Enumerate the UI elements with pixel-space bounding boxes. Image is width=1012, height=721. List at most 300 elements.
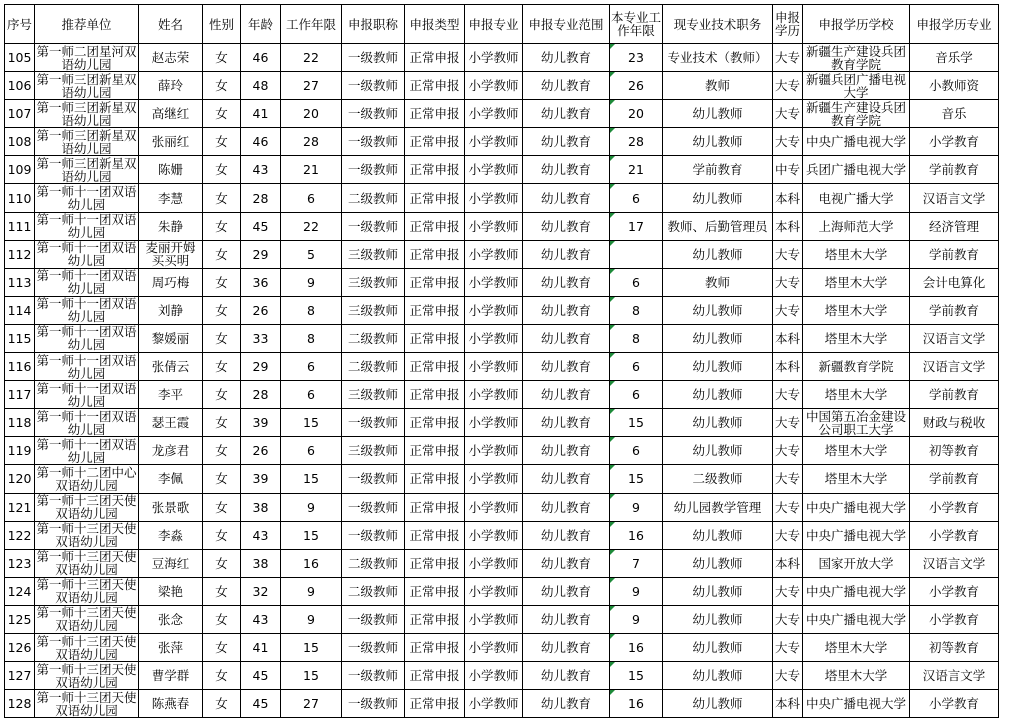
table-cell: 45	[241, 690, 281, 718]
table-cell: 125	[5, 605, 35, 633]
table-cell: 21	[610, 156, 663, 184]
table-cell: 女	[203, 381, 241, 409]
table-cell: 张萍	[139, 633, 203, 661]
table-cell: 小学教师	[465, 577, 523, 605]
table-cell: 幼儿教育	[523, 690, 610, 718]
table-cell: 经济管理	[910, 212, 999, 240]
table-cell: 小学教师	[465, 549, 523, 577]
table-cell: 女	[203, 577, 241, 605]
table-cell: 大专	[773, 662, 803, 690]
table-cell: 幼儿教育	[523, 156, 610, 184]
table-cell: 二级教师	[342, 184, 405, 212]
table-cell: 正常申报	[405, 381, 465, 409]
table-cell: 15	[281, 409, 342, 437]
table-cell: 6	[281, 184, 342, 212]
table-cell: 16	[281, 549, 342, 577]
table-cell: 第一师十三团天使双语幼儿园	[36, 633, 137, 662]
table-cell: 第一师十三团天使双语幼儿园	[36, 577, 137, 606]
table-cell: 一级教师	[342, 662, 405, 690]
table-cell: 一级教师	[342, 409, 405, 437]
table-cell: 第一师十三团天使双语幼儿园	[36, 605, 137, 634]
table-cell: 中央广播电视大学	[803, 521, 910, 549]
table-cell: 学前教育	[910, 240, 999, 268]
table-cell: 张念	[139, 605, 203, 633]
table-cell: 小学教师	[465, 184, 523, 212]
table-cell: 二级教师	[342, 324, 405, 352]
table-cell: 大专	[773, 409, 803, 437]
table-cell: 本科	[773, 549, 803, 577]
table-cell: 二级教师	[342, 549, 405, 577]
table-cell	[610, 240, 663, 268]
table-cell: 幼儿教师	[663, 633, 773, 661]
table-cell: 116	[5, 353, 35, 381]
table-cell: 正常申报	[405, 296, 465, 324]
table-cell: 幼儿教育	[523, 128, 610, 156]
table-cell: 幼儿教育	[523, 662, 610, 690]
table-cell: 二级教师	[342, 577, 405, 605]
table-cell: 9	[610, 493, 663, 521]
table-cell: 第一师十一团双语幼儿园	[36, 296, 137, 325]
table-cell: 学前教育	[910, 156, 999, 184]
table-cell: 幼儿教师	[663, 353, 773, 381]
column-header: 年龄	[241, 5, 281, 44]
table-cell: 32	[241, 577, 281, 605]
table-cell: 大专	[773, 100, 803, 128]
table-cell: 中专	[773, 156, 803, 184]
table-cell: 幼儿教育	[523, 521, 610, 549]
table-cell: 第一师三团新星双语幼儿园	[36, 127, 137, 156]
table-cell: 女	[203, 409, 241, 437]
table-cell: 15	[281, 662, 342, 690]
table-cell: 第一师十三团天使双语幼儿园	[36, 549, 137, 578]
table-cell: 15	[610, 662, 663, 690]
table-cell: 小学教师	[465, 296, 523, 324]
table-cell: 15	[281, 521, 342, 549]
table-cell: 二级教师	[342, 353, 405, 381]
table-cell: 正常申报	[405, 605, 465, 633]
table-cell: 一级教师	[342, 633, 405, 661]
table-cell: 6	[610, 381, 663, 409]
table-cell: 梁艳	[139, 577, 203, 605]
table-cell: 女	[203, 240, 241, 268]
table-cell: 专业技术（教师）	[663, 44, 773, 72]
table-cell: 新疆教育学院	[803, 353, 910, 381]
table-cell: 第一师十三团天使双语幼儿园	[36, 661, 137, 690]
table-cell: 幼儿教师	[663, 184, 773, 212]
table-cell: 122	[5, 521, 35, 549]
table-cell: 幼儿教育	[523, 549, 610, 577]
table-cell: 38	[241, 549, 281, 577]
table-cell: 塔里木大学	[803, 324, 910, 352]
table-cell: 正常申报	[405, 690, 465, 718]
table-cell: 女	[203, 549, 241, 577]
table-cell: 幼儿教育	[523, 437, 610, 465]
table-cell: 新疆生产建设兵团教育学院	[803, 100, 910, 128]
table-cell: 117	[5, 381, 35, 409]
table-cell: 薛玲	[139, 72, 203, 100]
table-cell: 小学教育	[910, 493, 999, 521]
table-cell: 小学教师	[465, 409, 523, 437]
table-cell: 女	[203, 212, 241, 240]
column-header: 申报学历专业	[910, 5, 999, 44]
table-cell: 幼儿教师	[663, 128, 773, 156]
header-row	[5, 5, 999, 44]
table-cell: 小学教育	[910, 521, 999, 549]
table-cell: 幼儿教育	[523, 465, 610, 493]
table-cell: 女	[203, 465, 241, 493]
table-cell: 8	[281, 324, 342, 352]
table-cell: 43	[241, 156, 281, 184]
table-cell: 38	[241, 493, 281, 521]
table-cell: 6	[610, 353, 663, 381]
table-cell: 学前教育	[910, 465, 999, 493]
table-cell: 李慧	[139, 184, 203, 212]
table-cell: 女	[203, 493, 241, 521]
table-cell: 22	[281, 44, 342, 72]
table-cell: 第一师十二团中心双语幼儿园	[36, 464, 137, 493]
table-row	[5, 662, 999, 690]
table-cell: 本科	[773, 212, 803, 240]
table-cell: 27	[281, 690, 342, 718]
table-cell: 大专	[773, 268, 803, 296]
table-cell: 豆海红	[139, 549, 203, 577]
table-cell: 初等教育	[910, 437, 999, 465]
table-cell: 赵志荣	[139, 44, 203, 72]
table-cell: 女	[203, 605, 241, 633]
table-cell: 46	[241, 44, 281, 72]
table-cell: 幼儿教师	[663, 690, 773, 718]
table-row	[5, 72, 999, 100]
table-cell: 音乐学	[910, 44, 999, 72]
table-cell: 上海师范大学	[803, 212, 910, 240]
table-cell: 女	[203, 268, 241, 296]
table-cell: 大专	[773, 437, 803, 465]
table-row	[5, 268, 999, 296]
table-cell: 麦丽开姆买买明	[139, 240, 203, 268]
table-cell: 正常申报	[405, 72, 465, 100]
table-cell: 幼儿教育	[523, 184, 610, 212]
table-cell: 幼儿教育	[523, 493, 610, 521]
table-cell: 43	[241, 605, 281, 633]
table-cell: 小学教师	[465, 437, 523, 465]
table-cell: 第一师三团新星双语幼儿园	[36, 71, 137, 100]
table-cell: 塔里木大学	[803, 268, 910, 296]
table-cell: 女	[203, 44, 241, 72]
table-cell: 塔里木大学	[803, 633, 910, 661]
table-cell: 第一师三团新星双语幼儿园	[36, 155, 137, 184]
table-cell: 正常申报	[405, 44, 465, 72]
table-row	[5, 184, 999, 212]
table-cell: 16	[610, 521, 663, 549]
table-cell: 124	[5, 577, 35, 605]
table-row	[5, 212, 999, 240]
table-cell: 15	[610, 465, 663, 493]
table-cell: 女	[203, 690, 241, 718]
table-cell: 17	[610, 212, 663, 240]
table-cell: 28	[610, 128, 663, 156]
column-header: 现专业技术职务	[663, 5, 773, 44]
table-cell: 大专	[773, 633, 803, 661]
table-cell: 张倩云	[139, 353, 203, 381]
table-cell: 29	[241, 240, 281, 268]
table-cell: 女	[203, 662, 241, 690]
table-cell: 第一师十一团双语幼儿园	[36, 436, 137, 465]
table-cell: 黎媛丽	[139, 324, 203, 352]
table-row	[5, 240, 999, 268]
table-cell: 一级教师	[342, 72, 405, 100]
table-cell: 电视广播大学	[803, 184, 910, 212]
column-header: 推荐单位	[35, 5, 139, 44]
table-cell: 中央广播电视大学	[803, 605, 910, 633]
table-row	[5, 690, 999, 718]
table-cell: 小学教育	[910, 690, 999, 718]
table-cell: 第一师三团新星双语幼儿园	[36, 99, 137, 128]
table-cell: 大专	[773, 44, 803, 72]
table-cell: 小教师资	[910, 72, 999, 100]
table-cell: 6	[281, 353, 342, 381]
table-cell: 大专	[773, 465, 803, 493]
table-cell: 中央广播电视大学	[803, 493, 910, 521]
table-cell: 第一师十三团天使双语幼儿园	[36, 689, 137, 718]
table-header	[5, 5, 999, 44]
table-cell: 塔里木大学	[803, 437, 910, 465]
column-header: 申报专业范围	[523, 5, 610, 44]
table-cell: 二级教师	[663, 465, 773, 493]
table-cell: 29	[241, 353, 281, 381]
table-cell: 塔里木大学	[803, 662, 910, 690]
table-cell: 小学教师	[465, 72, 523, 100]
table-cell: 41	[241, 633, 281, 661]
table-cell: 中央广播电视大学	[803, 128, 910, 156]
table-cell: 第一师十一团双语幼儿园	[36, 240, 137, 269]
table-cell: 正常申报	[405, 662, 465, 690]
column-header: 申报学历学校	[803, 5, 910, 44]
table-cell: 110	[5, 184, 35, 212]
column-header: 申报专业	[465, 5, 523, 44]
table-cell: 109	[5, 156, 35, 184]
table-cell: 幼儿园教学管理	[663, 493, 773, 521]
table-cell: 小学教师	[465, 662, 523, 690]
table-cell: 三级教师	[342, 296, 405, 324]
table-cell: 小学教师	[465, 128, 523, 156]
table-cell: 112	[5, 240, 35, 268]
table-cell: 8	[610, 324, 663, 352]
table-cell: 陈燕春	[139, 690, 203, 718]
table-cell: 幼儿教师	[663, 605, 773, 633]
table-row	[5, 465, 999, 493]
table-cell: 一级教师	[342, 212, 405, 240]
table-cell: 一级教师	[342, 465, 405, 493]
table-cell: 汉语言文学	[910, 324, 999, 352]
table-row	[5, 549, 999, 577]
table-cell: 一级教师	[342, 521, 405, 549]
table-cell: 正常申报	[405, 437, 465, 465]
table-cell: 6	[610, 437, 663, 465]
table-cell: 龙彦君	[139, 437, 203, 465]
table-cell: 108	[5, 128, 35, 156]
column-header: 申报职称	[342, 5, 405, 44]
table-cell: 女	[203, 324, 241, 352]
table-cell: 大专	[773, 493, 803, 521]
table-cell: 幼儿教师	[663, 409, 773, 437]
table-cell: 小学教育	[910, 128, 999, 156]
table-cell: 一级教师	[342, 605, 405, 633]
table-cell: 新疆生产建设兵团教育学院	[803, 44, 910, 72]
table-cell: 小学教师	[465, 240, 523, 268]
table-cell: 大专	[773, 521, 803, 549]
table-cell: 第一师二团星河双语幼儿园	[36, 43, 137, 72]
table-row	[5, 296, 999, 324]
table-cell: 音乐	[910, 100, 999, 128]
table-cell: 16	[610, 690, 663, 718]
table-cell: 学前教育	[663, 156, 773, 184]
table-cell: 小学教育	[910, 577, 999, 605]
table-cell: 小学教师	[465, 605, 523, 633]
table-cell: 9	[281, 605, 342, 633]
table-cell: 周巧梅	[139, 268, 203, 296]
table-cell: 115	[5, 324, 35, 352]
table-row	[5, 128, 999, 156]
table-row	[5, 409, 999, 437]
table-cell: 45	[241, 212, 281, 240]
table-cell: 幼儿教师	[663, 577, 773, 605]
table-cell: 幼儿教育	[523, 605, 610, 633]
table-cell: 正常申报	[405, 493, 465, 521]
table-cell: 幼儿教师	[663, 381, 773, 409]
table-cell: 26	[241, 437, 281, 465]
table-cell: 小学教师	[465, 100, 523, 128]
table-cell: 一级教师	[342, 44, 405, 72]
table-cell: 幼儿教师	[663, 296, 773, 324]
table-cell: 大专	[773, 72, 803, 100]
table-cell: 45	[241, 662, 281, 690]
table-cell: 正常申报	[405, 577, 465, 605]
table-cell: 118	[5, 409, 35, 437]
table-cell: 幼儿教育	[523, 633, 610, 661]
table-body	[5, 44, 999, 718]
applicant-table	[4, 4, 999, 718]
table-cell: 106	[5, 72, 35, 100]
table-cell: 9	[281, 268, 342, 296]
table-cell: 大专	[773, 128, 803, 156]
table-cell: 幼儿教育	[523, 381, 610, 409]
table-cell: 正常申报	[405, 353, 465, 381]
table-cell: 127	[5, 662, 35, 690]
table-cell: 120	[5, 465, 35, 493]
table-cell: 正常申报	[405, 128, 465, 156]
table-cell: 15	[610, 409, 663, 437]
table-cell: 28	[241, 184, 281, 212]
table-cell: 三级教师	[342, 381, 405, 409]
table-cell: 46	[241, 128, 281, 156]
table-row	[5, 493, 999, 521]
table-cell: 正常申报	[405, 324, 465, 352]
table-cell: 大专	[773, 605, 803, 633]
table-cell: 第一师十一团双语幼儿园	[36, 352, 137, 381]
table-cell: 会计电算化	[910, 268, 999, 296]
table-cell: 新疆兵团广播电视大学	[803, 72, 910, 100]
table-row	[5, 381, 999, 409]
table-cell: 兵团广播电视大学	[803, 156, 910, 184]
table-cell: 7	[610, 549, 663, 577]
table-cell: 学前教育	[910, 381, 999, 409]
table-cell: 小学教师	[465, 268, 523, 296]
table-cell: 正常申报	[405, 156, 465, 184]
table-cell: 6	[281, 381, 342, 409]
table-cell: 初等教育	[910, 633, 999, 661]
table-cell: 三级教师	[342, 268, 405, 296]
table-cell: 第一师十一团双语幼儿园	[36, 380, 137, 409]
table-cell: 小学教师	[465, 465, 523, 493]
table-cell: 汉语言文学	[910, 662, 999, 690]
table-cell: 一级教师	[342, 690, 405, 718]
table-cell: 刘静	[139, 296, 203, 324]
table-cell: 一级教师	[342, 493, 405, 521]
table-cell: 小学教师	[465, 633, 523, 661]
table-cell: 21	[281, 156, 342, 184]
table-cell: 小学教师	[465, 156, 523, 184]
table-cell: 第一师十一团双语幼儿园	[36, 324, 137, 353]
table-cell: 22	[281, 212, 342, 240]
table-cell: 女	[203, 128, 241, 156]
table-cell: 朱静	[139, 212, 203, 240]
table-cell: 正常申报	[405, 184, 465, 212]
table-cell: 26	[241, 296, 281, 324]
table-cell: 小学教师	[465, 44, 523, 72]
table-cell: 女	[203, 521, 241, 549]
table-cell: 107	[5, 100, 35, 128]
table-cell: 正常申报	[405, 409, 465, 437]
column-header: 工作年限	[281, 5, 342, 44]
column-header: 性别	[203, 5, 241, 44]
table-cell: 39	[241, 409, 281, 437]
table-cell: 小学教师	[465, 353, 523, 381]
table-cell: 本科	[773, 324, 803, 352]
table-cell: 113	[5, 268, 35, 296]
table-cell: 学前教育	[910, 296, 999, 324]
table-cell: 三级教师	[342, 437, 405, 465]
table-cell: 28	[281, 128, 342, 156]
table-row	[5, 156, 999, 184]
table-cell: 正常申报	[405, 465, 465, 493]
table-cell: 15	[281, 465, 342, 493]
table-cell: 幼儿教师	[663, 240, 773, 268]
table-cell: 中央广播电视大学	[803, 690, 910, 718]
table-cell: 第一师十三团天使双语幼儿园	[36, 521, 137, 550]
table-cell: 女	[203, 156, 241, 184]
table-cell: 28	[241, 381, 281, 409]
table-cell: 女	[203, 296, 241, 324]
table-cell: 正常申报	[405, 268, 465, 296]
table-cell: 塔里木大学	[803, 240, 910, 268]
table-cell: 小学教师	[465, 493, 523, 521]
table-cell: 6	[610, 184, 663, 212]
table-cell: 幼儿教育	[523, 268, 610, 296]
table-cell: 20	[610, 100, 663, 128]
table-cell: 教师	[663, 268, 773, 296]
table-cell: 20	[281, 100, 342, 128]
table-cell: 8	[281, 296, 342, 324]
table-cell: 23	[610, 44, 663, 72]
table-cell: 一级教师	[342, 128, 405, 156]
table-cell: 9	[610, 605, 663, 633]
table-cell: 幼儿教育	[523, 72, 610, 100]
table-cell: 39	[241, 465, 281, 493]
table-cell: 正常申报	[405, 212, 465, 240]
table-cell: 15	[281, 633, 342, 661]
table-row	[5, 353, 999, 381]
table-cell: 114	[5, 296, 35, 324]
